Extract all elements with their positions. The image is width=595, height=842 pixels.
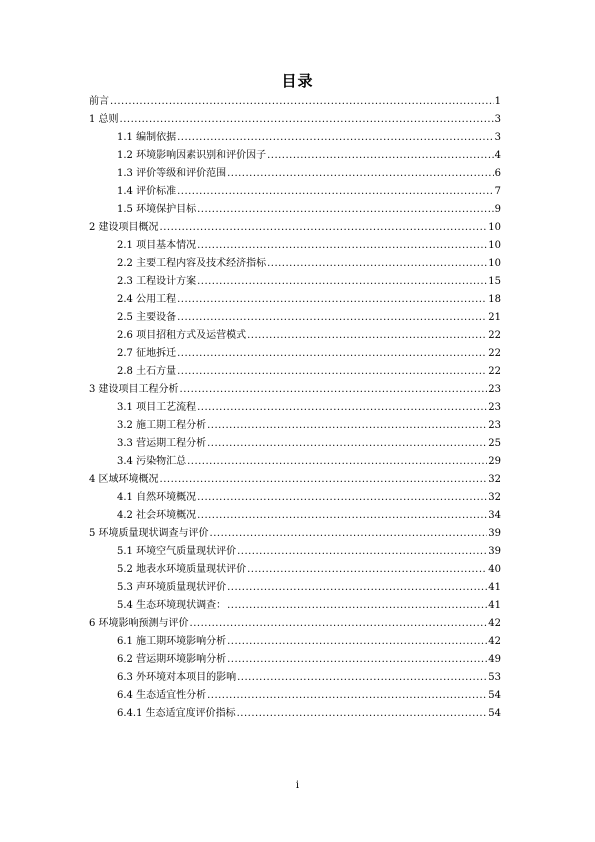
toc-entry[interactable] xyxy=(117,491,501,504)
toc-entry[interactable] xyxy=(89,527,501,540)
toc-entry-label: 4.1 自然环境概况 xyxy=(117,492,197,503)
toc-entry-label: 4.2 社会环境概况 xyxy=(117,510,197,521)
toc-entry-page: 3 xyxy=(494,132,501,143)
toc-dot-leader xyxy=(197,203,494,216)
toc-entry-page: 41 xyxy=(488,600,501,611)
toc-entry-label: 1 总则 xyxy=(89,114,119,125)
toc-entry-label: 6 环境影响预测与评价 xyxy=(89,618,189,629)
toc-entry-page: 3 xyxy=(494,114,501,125)
toc-entry-label: 1.1 编制依据 xyxy=(117,132,177,143)
toc-entry-label: 3.3 营运期工程分析 xyxy=(117,438,207,449)
toc-dot-leader xyxy=(160,221,488,234)
toc-entry[interactable] xyxy=(117,347,501,360)
toc-entry-label: 前言 xyxy=(89,96,109,107)
toc-entry[interactable] xyxy=(89,221,501,234)
toc-dot-leader xyxy=(177,365,487,378)
toc-dot-leader xyxy=(197,509,487,522)
toc-dot-leader xyxy=(197,401,487,414)
toc-entry-page: 22 xyxy=(488,366,501,377)
toc-entry-page: 6 xyxy=(494,168,501,179)
toc-entry-label: 1.4 评价标准 xyxy=(117,186,177,197)
toc-entry-page: 34 xyxy=(488,510,501,521)
toc-entry[interactable] xyxy=(89,113,501,126)
toc-dot-leader xyxy=(110,95,494,108)
toc-entry-page: 21 xyxy=(488,312,501,323)
toc-entry[interactable] xyxy=(117,185,501,198)
toc-entry[interactable] xyxy=(117,437,501,450)
toc-entry-page: 23 xyxy=(488,384,501,395)
toc-entry[interactable] xyxy=(117,131,501,144)
toc-entry-page: 9 xyxy=(494,204,501,215)
toc-entry-page: 25 xyxy=(488,438,501,449)
toc-dot-leader xyxy=(247,329,487,342)
toc-entry-page: 42 xyxy=(488,618,501,629)
toc-dot-leader xyxy=(190,617,488,630)
toc-entry[interactable] xyxy=(117,545,501,558)
toc-entry-label: 1.5 环境保护目标 xyxy=(117,204,197,215)
toc-dot-leader xyxy=(227,599,487,612)
toc-entry-page: 4 xyxy=(494,150,501,161)
toc-dot-leader xyxy=(197,491,487,504)
toc-entry-label: 6.1 施工期环境影响分析 xyxy=(117,636,227,647)
toc-entry-label: 5.3 声环境质量现状评价 xyxy=(117,582,227,593)
toc-dot-leader xyxy=(210,527,488,540)
toc-entry[interactable] xyxy=(89,617,501,630)
toc-entry-page: 53 xyxy=(488,672,501,683)
toc-entry-label: 3 建设项目工程分析 xyxy=(89,384,179,395)
toc-entry-page: 1 xyxy=(494,96,501,107)
toc-dot-leader xyxy=(160,473,488,486)
toc-entry-page: 40 xyxy=(488,564,501,575)
toc-dot-leader xyxy=(227,635,487,648)
toc-dot-leader xyxy=(197,275,487,288)
toc-entry-page: 41 xyxy=(488,582,501,593)
toc-entry-label: 2.1 项目基本情况 xyxy=(117,240,197,251)
toc-entry-page: 23 xyxy=(488,420,501,431)
toc-entry-label: 1.3 评价等级和评价范围 xyxy=(117,168,227,179)
toc-entry-page: 18 xyxy=(488,294,501,305)
toc-entry-label: 3.1 项目工艺流程 xyxy=(117,402,197,413)
toc-entry-label: 2 建设项目概况 xyxy=(89,222,159,233)
toc-entry[interactable] xyxy=(117,419,501,432)
toc-entry[interactable] xyxy=(117,689,501,702)
toc-entry-page: 39 xyxy=(488,528,501,539)
toc-entry[interactable] xyxy=(117,509,501,522)
toc-entry-page: 10 xyxy=(488,240,501,251)
toc-entry-page: 23 xyxy=(488,402,501,413)
toc-entry-page: 32 xyxy=(488,474,501,485)
toc-dot-leader xyxy=(237,545,487,558)
toc-entry[interactable] xyxy=(117,167,501,180)
toc-entry-label: 2.7 征地拆迁 xyxy=(117,348,177,359)
toc-dot-leader xyxy=(177,185,494,198)
toc-entry[interactable] xyxy=(117,293,501,306)
toc-dot-leader xyxy=(227,581,487,594)
toc-entry[interactable] xyxy=(117,581,501,594)
toc-entry-label: 3.2 施工期工程分析 xyxy=(117,420,207,431)
toc-entry[interactable] xyxy=(117,563,501,576)
toc-entry-label: 5.1 环境空气质量现状评价 xyxy=(117,546,237,557)
toc-dot-leader xyxy=(267,149,494,162)
toc-entry[interactable] xyxy=(89,473,501,486)
toc-entry[interactable] xyxy=(89,383,501,396)
toc-entry-label: 6.2 营运期环境影响分析 xyxy=(117,654,227,665)
toc-entry-page: 15 xyxy=(488,276,501,287)
toc-dot-leader xyxy=(177,311,487,324)
toc-dot-leader xyxy=(180,383,488,396)
toc-entry-page: 42 xyxy=(488,636,501,647)
toc-dot-leader xyxy=(227,653,487,666)
toc-entry[interactable] xyxy=(117,455,501,468)
toc-entry-page: 54 xyxy=(488,690,501,701)
toc-entry[interactable] xyxy=(117,203,501,216)
toc-dot-leader xyxy=(177,131,494,144)
toc-entry[interactable] xyxy=(117,257,501,270)
toc-dot-leader xyxy=(207,419,487,432)
page-number: i xyxy=(295,780,300,791)
toc-entry-label: 4 区域环境概况 xyxy=(89,474,159,485)
toc-dot-leader xyxy=(177,347,487,360)
toc-entry-label: 2.3 工程设计方案 xyxy=(117,276,197,287)
toc-entry-page: 39 xyxy=(488,546,501,557)
toc-entry-page: 29 xyxy=(488,456,501,467)
toc-entry-label: 6.4.1 生态适宜度评价指标 xyxy=(117,708,236,719)
toc-dot-leader xyxy=(120,113,494,126)
toc-dot-leader xyxy=(237,707,488,720)
toc-entry-label: 5.2 地表水环境质量现状评价 xyxy=(117,564,247,575)
toc-entry-label: 2.2 主要工程内容及技术经济指标 xyxy=(117,258,267,269)
toc-entry-label: 1.2 环境影响因素识别和评价因子 xyxy=(117,150,267,161)
toc-dot-leader xyxy=(177,293,487,306)
toc-entry[interactable] xyxy=(117,275,501,288)
toc-dot-leader xyxy=(267,257,487,270)
toc-entry[interactable] xyxy=(117,149,501,162)
toc-dot-leader xyxy=(207,437,487,450)
toc-title: 目录 xyxy=(281,72,314,90)
toc-entry-label: 2.5 主要设备 xyxy=(117,312,177,323)
toc-entry[interactable] xyxy=(117,653,501,666)
toc-entry-page: 54 xyxy=(488,708,501,719)
toc-dot-leader xyxy=(227,167,494,180)
toc-entry-page: 7 xyxy=(494,186,501,197)
toc-dot-leader xyxy=(247,563,487,576)
toc-entry-page: 22 xyxy=(488,348,501,359)
toc-entry[interactable] xyxy=(117,671,501,684)
toc-entry[interactable] xyxy=(117,329,501,342)
toc-dot-leader xyxy=(237,671,487,684)
toc-entry[interactable] xyxy=(117,635,501,648)
toc-entry-label: 2.4 公用工程 xyxy=(117,294,177,305)
toc-entry-label: 6.3 外环境对本项目的影响 xyxy=(117,672,237,683)
toc-entry[interactable] xyxy=(117,707,501,720)
toc-entry[interactable] xyxy=(117,401,501,414)
toc-entry-page: 10 xyxy=(488,222,501,233)
toc-entry-label: 5.4 生态环境现状调查： xyxy=(117,600,227,611)
toc-entry-label: 5 环境质量现状调查与评价 xyxy=(89,528,209,539)
toc-entry-label: 2.8 土石方量 xyxy=(117,366,177,377)
toc-entry[interactable] xyxy=(89,95,501,108)
toc-entry-label: 2.6 项目招租方式及运营模式 xyxy=(117,330,247,341)
toc-entry[interactable] xyxy=(117,239,501,252)
toc-entry-label: 3.4 污染物汇总 xyxy=(117,456,187,467)
toc-dot-leader xyxy=(187,455,487,468)
toc-entry-page: 32 xyxy=(488,492,501,503)
toc-entry[interactable] xyxy=(117,599,501,612)
toc-dot-leader xyxy=(197,239,487,252)
toc-entry-page: 49 xyxy=(488,654,501,665)
toc-entry-page: 22 xyxy=(488,330,501,341)
toc-entry[interactable] xyxy=(117,311,501,324)
toc-entry[interactable] xyxy=(117,365,501,378)
toc-entry-label: 6.4 生态适宜性分析 xyxy=(117,690,207,701)
toc-entry-page: 10 xyxy=(488,258,501,269)
toc-dot-leader xyxy=(207,689,487,702)
